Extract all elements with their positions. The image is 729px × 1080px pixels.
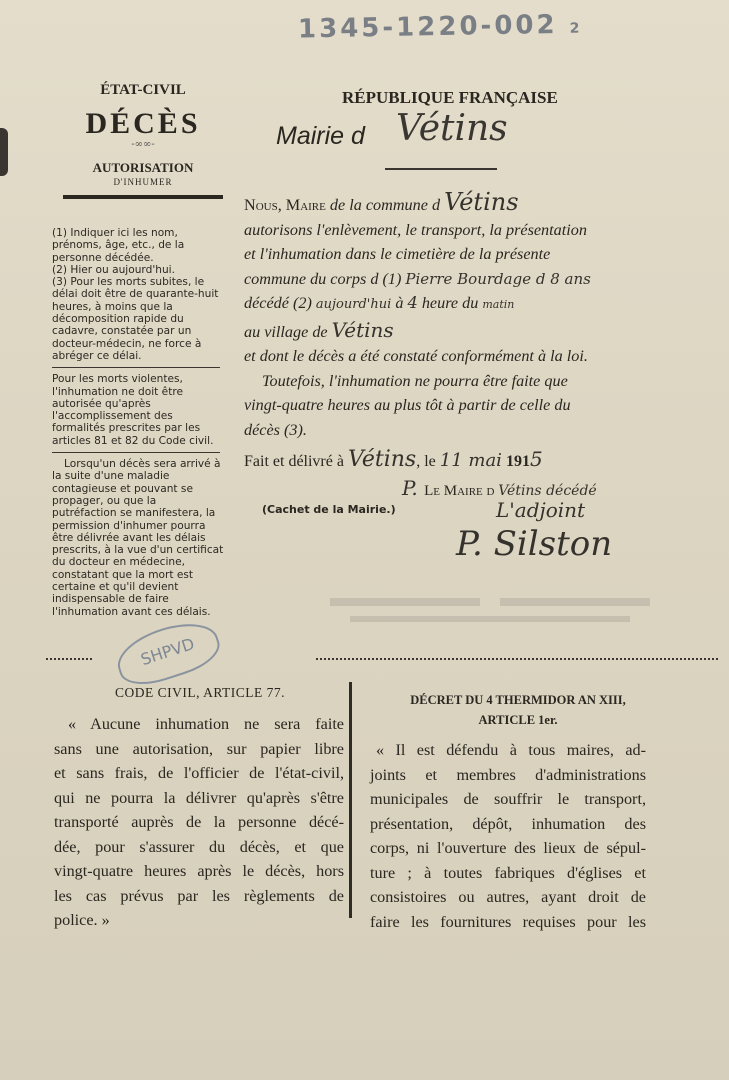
deces-heading: DÉCÈS xyxy=(85,107,201,140)
code-line: vingt-quatre heures après le décès, hors xyxy=(54,862,344,880)
bleed-through-text xyxy=(330,590,660,630)
issued-line: Fait et délivré à Vétins, le 11 mai 1915 xyxy=(244,447,543,472)
village-handwritten: Vétins xyxy=(331,317,394,342)
code-line: les cas prévus par les règlements de xyxy=(54,886,344,905)
authorization-text xyxy=(244,190,646,442)
decret-line: faire les fournitures requises pour les xyxy=(370,912,646,931)
signature-title: L'adjoint xyxy=(496,498,586,522)
code-line: dée, pour s'assurer du décès, et que xyxy=(54,837,344,856)
note-2: (2) Hier ou aujourd'hui. xyxy=(52,263,175,276)
decret-line: « Il est défendu à tous maires, ad- xyxy=(376,741,646,759)
dotted-divider xyxy=(316,658,718,660)
code-civil-text xyxy=(54,712,344,933)
decret-line: ture ; à toutes fabriques d'églises et xyxy=(370,863,646,882)
mairie-handwritten: Vétins xyxy=(396,108,508,149)
mairie-label: Mairie d xyxy=(276,122,365,150)
ornament-icon: -∞∞- xyxy=(131,139,155,150)
body-line: et l'inhumation dans le cimetière de la présente xyxy=(244,245,551,263)
note-1: (1) Indiquer ici les nom, prénoms, âge, etc., de la personne décédée. xyxy=(52,227,185,264)
note-3: (3) Pour les morts subites, le délai doit être de quarante-huit heures, à moins que la décomposition rapide du cadavre, constatée par un docteur-médecin, ne force à abréger ce délai. xyxy=(52,276,219,362)
body-line: commune du corps d (1) Pierre Bourdage d 8 ans xyxy=(244,269,591,288)
binding-mark xyxy=(0,128,8,176)
code-line: transporté auprès de la personne décé- xyxy=(54,813,344,831)
body-line: Toutefois, l'inhumation ne pourra être faite que xyxy=(262,371,568,390)
margin-notes xyxy=(52,227,224,618)
body-line: décès (3). xyxy=(244,420,307,439)
body-line: autorisons l'enlèvement, le transport, la présentation xyxy=(244,220,587,239)
note-4: Pour les morts violentes, l'inhumation ne doit être autorisée qu'après l'accomplissement des formalités prescrites par les articles 81 et 82 du Code civil. xyxy=(52,373,214,447)
decret-line: corps, ni l'ouverture des lieux de sépul- xyxy=(370,839,646,857)
body-line: décédé (2) aujourd'hui à 4 heure du matin xyxy=(244,293,515,312)
code-civil-title: CODE CIVIL, ARTICLE 77. xyxy=(114,685,286,700)
body-line: Nous, Maire de la commune d Vétins xyxy=(244,188,519,216)
note-5: Lorsqu'un décès sera arrivé à la suite d'une maladie contagieuse et pouvant se propager, ou que la putréfaction se manifestera, la permission d'inhumer pourra être délivrée avant les délais prescrits, à la vue d'un certificat du docteur en médecine, constatant que la mort est certaine et qu'il devient indispensable de faire l'inhumation avant ces délais. xyxy=(52,458,224,618)
note-divider xyxy=(52,367,220,368)
column-divider xyxy=(349,682,352,918)
code-line: police. » xyxy=(54,911,110,929)
decret-line: joints et membres d'administrations xyxy=(370,765,646,784)
code-line: « Aucune inhumation ne sera faite xyxy=(68,715,344,733)
etat-civil-heading: ÉTAT-CIVIL xyxy=(100,82,186,98)
body-line: au village de Vétins xyxy=(244,317,394,342)
decret-line: présentation, dépôt, inhumation des xyxy=(370,814,646,833)
decret-line: municipales de souffrir le transport, xyxy=(370,790,646,808)
archive-folio-number: 1345-1220-002 2 xyxy=(297,9,583,45)
decret-line: consistoires ou autres, ayant droit de xyxy=(370,888,646,906)
archive-stamp: SHPVD xyxy=(111,613,225,693)
decret-text xyxy=(370,738,646,934)
code-line: qui ne pourra la délivrer qu'après s'être xyxy=(54,788,344,807)
body-line: vingt-quatre heures au plus tôt à partir de celle du xyxy=(244,396,571,414)
heading-rule xyxy=(63,195,223,199)
republique-heading: RÉPUBLIQUE FRANÇAISE xyxy=(342,88,558,107)
maire-line: P. Le Maire d Vétins décédé xyxy=(402,476,597,500)
deceased-name-handwritten: Pierre Bourdage d 8 ans xyxy=(405,269,591,288)
inhumer-subheading: D'INHUMER xyxy=(113,177,173,187)
left-header xyxy=(52,82,234,199)
code-line: et sans frais, de l'officier de l'état-civil, xyxy=(54,764,344,782)
header-rule xyxy=(385,168,497,170)
commune-handwritten: Vétins xyxy=(444,188,519,216)
autorisation-heading: AUTORISATION xyxy=(92,160,194,175)
body-line: et dont le décès a été constaté conformément à la loi. xyxy=(244,347,588,365)
code-line: sans une autorisation, sur papier libre xyxy=(54,739,344,758)
cachet-label: (Cachet de la Mairie.) xyxy=(262,503,396,516)
decret-title: DÉCRET DU 4 THERMIDOR AN XIII, ARTICLE 1er. xyxy=(410,693,626,727)
dotted-divider xyxy=(46,658,92,660)
note-divider xyxy=(52,452,220,453)
signature: P. Silston xyxy=(456,524,613,564)
